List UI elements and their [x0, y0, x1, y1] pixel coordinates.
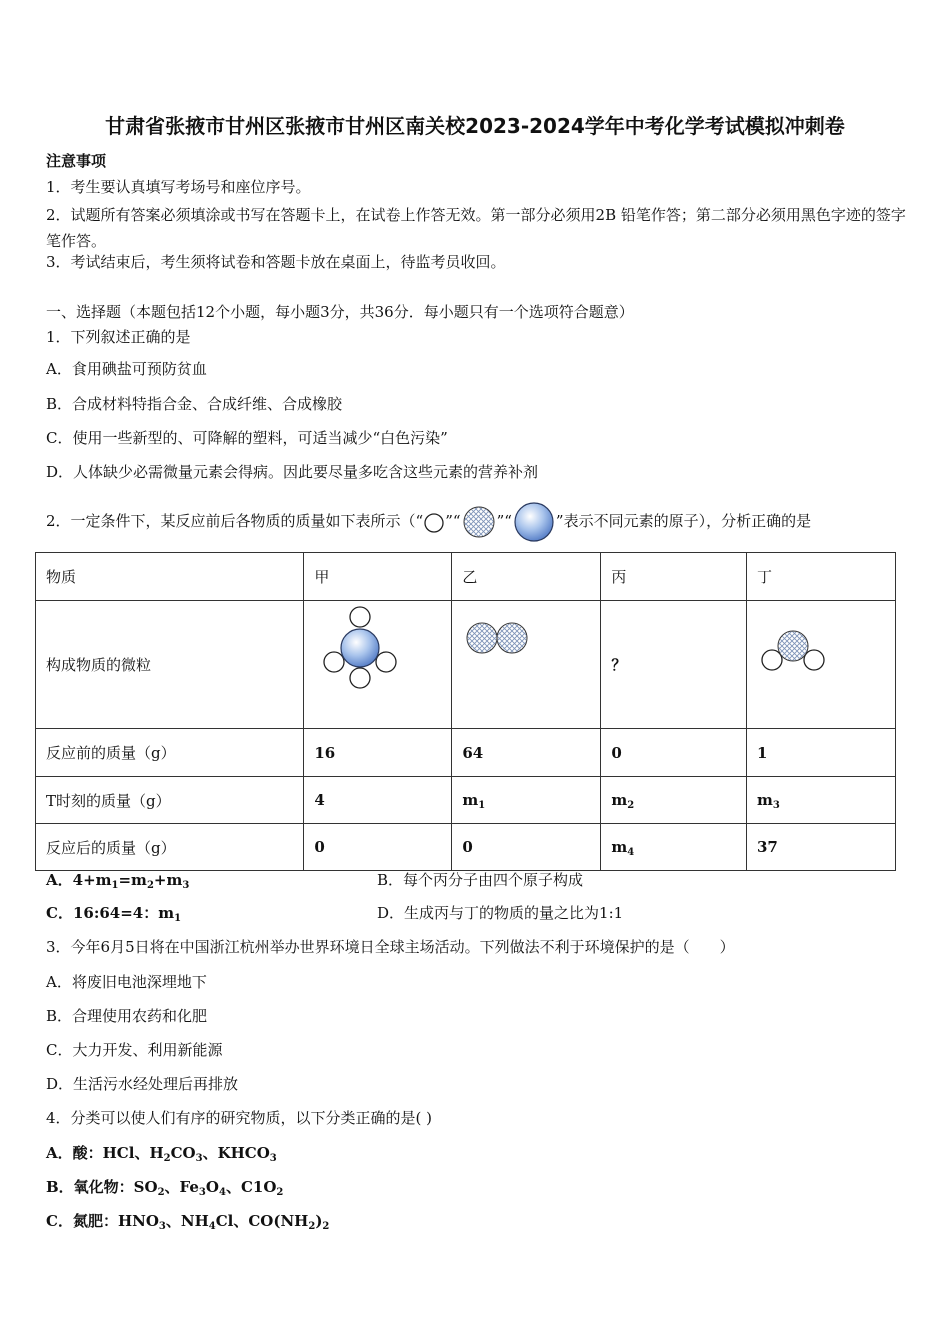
- q1-option-b: B．合成材料特指合金、合成纤维、合成橡胶: [46, 395, 343, 413]
- table-header-cell: 乙: [452, 553, 601, 601]
- before-yi: 64: [452, 729, 601, 777]
- subscript: 2: [308, 1221, 316, 1232]
- table-row-before: [36, 729, 896, 777]
- table-row-after: [36, 824, 896, 871]
- m-subscript: 2: [627, 800, 635, 811]
- q2-stem: [46, 500, 811, 544]
- q2-stem-part-c: ”“: [496, 512, 512, 530]
- q3-option-b: B．合理使用农药和化肥: [46, 1007, 208, 1025]
- molecule-jia-cell: [304, 601, 452, 729]
- table-header-cell: 物质: [36, 553, 304, 601]
- q2-mass-table: [35, 552, 896, 871]
- notice-item-2: 2．试题所有答案必须填涂或书写在答题卡上，在试卷上作答无效。第一部分必须用2B 铅笔作答；第二部分必须用黑色字迹的签字笔作答。: [46, 206, 906, 250]
- table-row-t: [36, 777, 896, 824]
- subscript: 3: [195, 1153, 203, 1164]
- q2-stem-part-a: 2．一定条件下，某反应前后各物质的质量如下表所示（“: [46, 512, 424, 530]
- row-t-label: T时刻的质量（g）: [36, 777, 304, 824]
- q2-a-text: A．4+m: [46, 871, 112, 889]
- table-header-cell: 甲: [304, 553, 452, 601]
- row-after-label: 反应后的质量（g）: [36, 824, 304, 871]
- after-bing: [601, 824, 747, 871]
- q2-option-a: [46, 870, 189, 890]
- after-jia: 0: [304, 824, 452, 871]
- q2-c-text: C．16:64=4：m: [46, 904, 175, 922]
- q3-option-d: D．生活污水经处理后再排放: [46, 1075, 239, 1093]
- table-header-cell: 丙: [601, 553, 747, 601]
- m-subscript: 1: [478, 800, 486, 811]
- before-bing: 0: [601, 729, 747, 777]
- formula-text: C．氮肥：HNO: [46, 1212, 159, 1230]
- after-ding: 37: [746, 824, 895, 871]
- molecule-bing-unknown: ？: [601, 601, 747, 729]
- molecule-ding-cell: [746, 601, 895, 729]
- q3-stem: 3．今年6月5日将在中国浙江杭州举办世界环境日全球主场活动。下列做法不利于环境保护的是（ ）: [46, 938, 735, 956]
- q2-option-c: [46, 903, 181, 923]
- subscript: 2: [163, 1153, 171, 1164]
- q2-option-d: D．生成丙与丁的物质的量之比为1:1: [377, 904, 624, 922]
- subscript: 1: [111, 880, 119, 891]
- molecule-jia-icon: [304, 601, 451, 724]
- q2-stem-part-d: ”表示不同元素的原子），分析正确的是: [555, 512, 812, 530]
- particle-row-label: 构成物质的微粒: [36, 601, 304, 729]
- notice-item-1: 1．考生要认真填写考场号和座位序号。: [46, 178, 311, 196]
- formula-text: Cl、CO(NH: [215, 1212, 309, 1230]
- formula-text: 、NH: [165, 1212, 209, 1230]
- q4-option-c: [46, 1211, 329, 1231]
- hatched-atom-icon: [461, 504, 497, 540]
- formula-text: 、KHCO: [202, 1144, 270, 1162]
- m-letter: m: [611, 838, 628, 856]
- subscript: 2: [276, 1187, 284, 1198]
- q2-option-b: B．每个丙分子由四个原子构成: [377, 871, 584, 889]
- subscript: 2: [157, 1187, 165, 1198]
- molecule-yi-icon: [452, 601, 600, 724]
- subscript: 3: [182, 880, 190, 891]
- formula-text: 、C1O: [225, 1178, 277, 1196]
- subscript: 3: [269, 1153, 277, 1164]
- q1-option-c: C．使用一些新型的、可降解的塑料，可适当减少“白色污染”: [46, 429, 448, 447]
- formula-text: B．氧化物：SO: [46, 1178, 158, 1196]
- molecule-yi-cell: [452, 601, 601, 729]
- notice-item-3: 3．考试结束后，考生须将试卷和答题卡放在桌面上，待监考员收回。: [46, 253, 506, 271]
- formula-text: A．酸：HCl、H: [46, 1144, 164, 1162]
- table-row-particles: [36, 601, 896, 729]
- subscript: 4: [208, 1221, 216, 1232]
- q1-option-a: A．食用碘盐可预防贫血: [46, 360, 207, 378]
- formula-text: 、Fe: [164, 1178, 199, 1196]
- row-before-label: 反应前的质量（g）: [36, 729, 304, 777]
- subscript: 2: [146, 880, 154, 891]
- q3-option-a: A．将废旧电池深埋地下: [46, 973, 207, 991]
- q4-stem: 4．分类可以使人们有序的研究物质，以下分类正确的是( ): [46, 1109, 433, 1127]
- table-header-cell: 丁: [746, 553, 895, 601]
- formula-text: ): [315, 1212, 323, 1230]
- q2-stem-part-b: ”“: [445, 512, 461, 530]
- q4-option-a: [46, 1143, 277, 1163]
- q2-a-text: +m: [153, 871, 183, 889]
- t-jia: 4: [304, 777, 452, 824]
- notice-heading: 注意事项: [46, 152, 107, 170]
- after-yi: 0: [452, 824, 601, 871]
- formula-text: CO: [170, 1144, 196, 1162]
- m-subscript: 4: [627, 847, 635, 858]
- q3-option-c: C．大力开发、利用新能源: [46, 1041, 223, 1059]
- m-letter: m: [756, 791, 773, 809]
- q1-stem: 1．下列叙述正确的是: [46, 328, 191, 346]
- m-letter: m: [611, 791, 628, 809]
- t-bing: [601, 777, 747, 824]
- section-heading: 一、选择题（本题包括12个小题，每小题3分，共36分．每小题只有一个选项符合题意）: [46, 303, 634, 321]
- m-subscript: 3: [772, 800, 780, 811]
- before-ding: 1: [746, 729, 895, 777]
- before-jia: 16: [304, 729, 452, 777]
- subscript: 2: [322, 1221, 330, 1232]
- q2-a-text: =m: [118, 871, 147, 889]
- m-letter: m: [462, 791, 479, 809]
- t-yi: [452, 777, 601, 824]
- subscript: 3: [198, 1187, 206, 1198]
- formula-text: O: [205, 1178, 219, 1196]
- table-header-row: [36, 553, 896, 601]
- subscript: 3: [158, 1221, 166, 1232]
- subscript: 1: [174, 913, 182, 924]
- q1-option-d: D．人体缺少必需微量元素会得病。因此要尽量多吃含这些元素的营养补剂: [46, 463, 539, 481]
- blue-atom-icon: [512, 500, 556, 544]
- white-atom-icon: [423, 511, 445, 533]
- q4-option-b: [46, 1177, 283, 1197]
- molecule-ding-icon: [747, 601, 895, 724]
- exam-title: 甘肃省张掖市甘州区张掖市甘州区南关校2023-2024学年中考化学考试模拟冲刺卷: [105, 114, 845, 138]
- subscript: 4: [218, 1187, 226, 1198]
- t-ding: [746, 777, 895, 824]
